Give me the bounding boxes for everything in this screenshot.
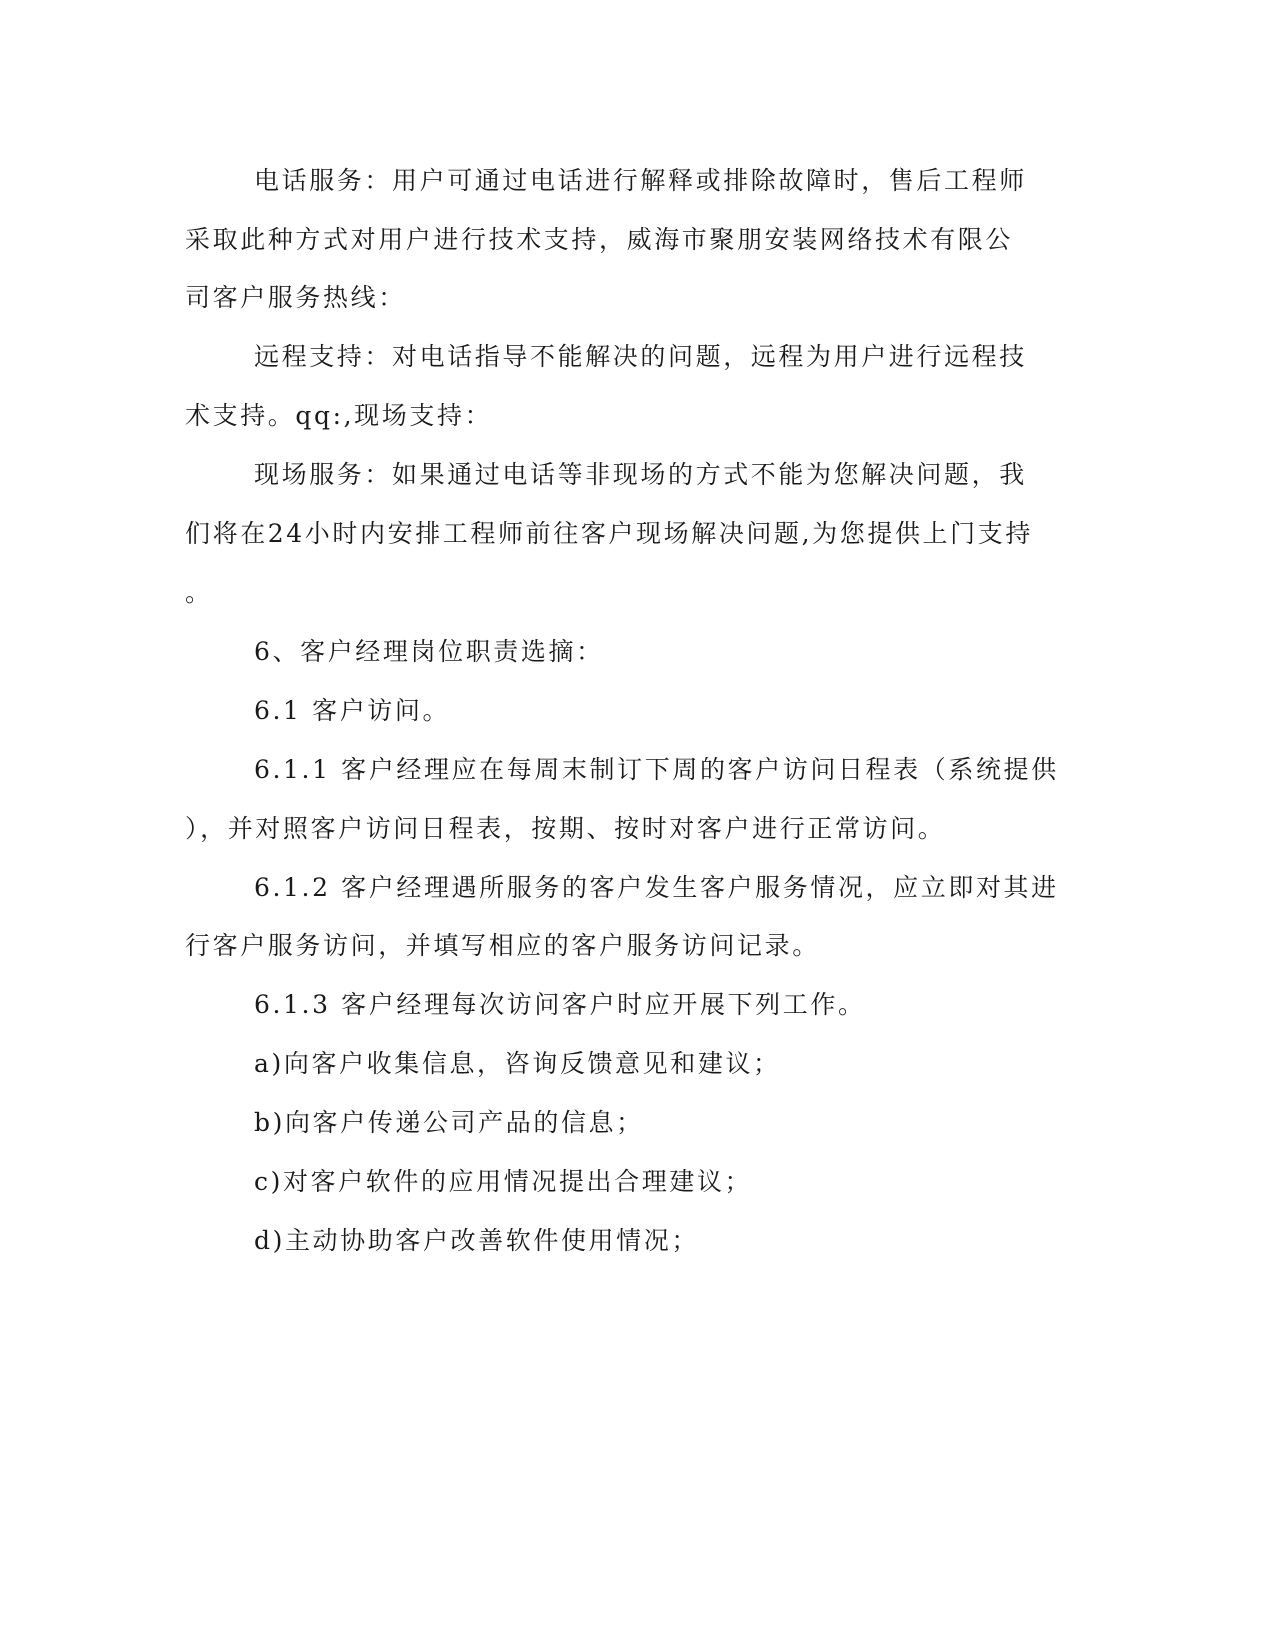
paragraph-onsite-service-line-3: 。: [185, 578, 213, 607]
section-heading-6-1: 6.1 客户访问。: [254, 696, 451, 725]
list-item-b: b)向客户传递公司产品的信息；: [254, 1108, 644, 1137]
paragraph-remote-support-line-2: 术支持。qq:,现场支持：: [185, 401, 493, 430]
paragraph-6-1-3: 6.1.3 客户经理每次访问客户时应开展下列工作。: [254, 990, 866, 1019]
paragraph-6-1-2-line-2: 行客户服务访问，并填写相应的客户服务访问记录。: [185, 931, 820, 960]
paragraph-6-1-2-line-1: 6.1.2 客户经理遇所服务的客户发生客户服务情况，应立即对其进: [254, 873, 1059, 902]
paragraph-phone-service-line-3: 司客户服务热线：: [185, 283, 406, 312]
paragraph-6-1-1-line-1: 6.1.1 客户经理应在每周末制订下周的客户访问日程表（系统提供: [254, 755, 1059, 784]
paragraph-remote-support-line-1: 远程支持：对电话指导不能解决的问题，远程为用户进行远程技: [254, 342, 1027, 371]
paragraph-onsite-service-line-2: 们将在24小时内安排工程师前往客户现场解决问题,为您提供上门支持: [185, 519, 1033, 548]
paragraph-onsite-service-line-1: 现场服务：如果通过电话等非现场的方式不能为您解决问题，我: [254, 460, 1027, 489]
list-item-a: a)向客户收集信息，咨询反馈意见和建议；: [254, 1049, 781, 1078]
paragraph-6-1-1-line-2: ），并对照客户访问日程表，按期、按时对客户进行正常访问。: [185, 814, 946, 843]
section-heading-6: 6、客户经理岗位职责选摘：: [254, 637, 604, 666]
list-item-d: d)主动协助客户改善软件使用情况；: [254, 1226, 699, 1255]
list-item-c: c)对客户软件的应用情况提出合理建议；: [254, 1167, 753, 1196]
paragraph-phone-service-line-2: 采取此种方式对用户进行技术支持，威海市聚朋安装网络技术有限公: [185, 225, 1014, 254]
paragraph-phone-service-line-1: 电话服务：用户可通过电话进行解释或排除故障时，售后工程师: [254, 166, 1027, 195]
